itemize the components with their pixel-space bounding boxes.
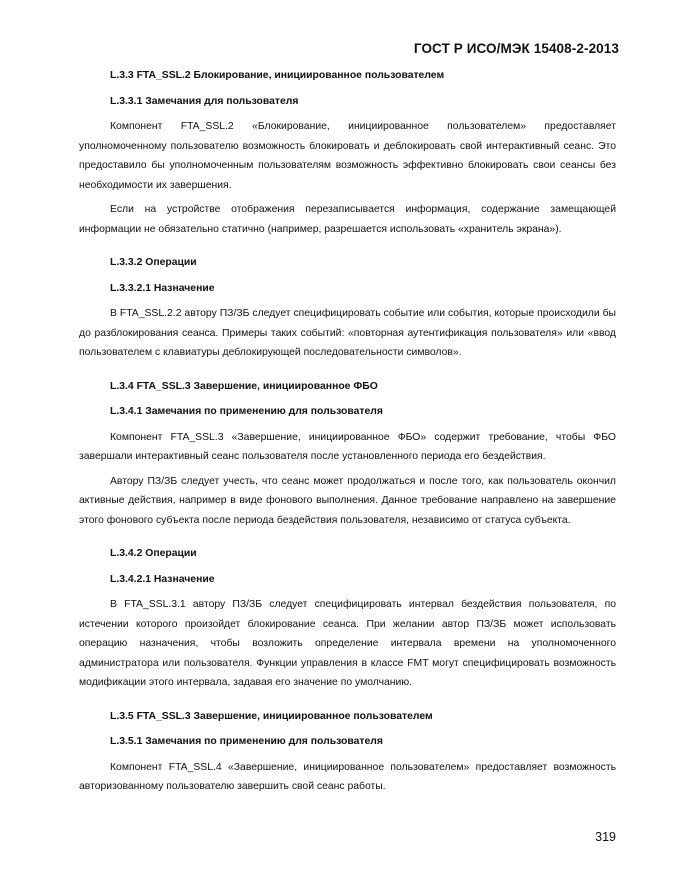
subsection-heading: L.3.4.1 Замечания по применению для пользователя: [110, 406, 383, 417]
subsection-heading: L.3.4.2 Операции: [110, 548, 197, 559]
paragraph: В FTA_SSL.3.1 автору ПЗ/ЗБ следует специфицировать интервал бездействия пользователя, по истечении которого произойдет блокирование сеанса. При желании автор ПЗ/ЗБ может использовать операцию назначения, чтобы возложить определение интервала времени на уполномоченного администратора или пользователя. Функции управления в классе FMT могут специфицировать возможность модификации этого интервала, задавая его значение по умолчанию.: [79, 599, 616, 688]
paragraph: Компонент FTA_SSL.2 «Блокирование, инициированное пользователем» предоставляет уполномоченному пользователю возможность блокировать и деблокировать свой интерактивный сеанс. Это предоставило бы уполномоченным пользователям возможность эффективно блокировать свои сеансы без необходимости их завершения.: [79, 121, 616, 191]
subsection-heading: L.3.5.1 Замечания по применению для пользователя: [110, 736, 383, 747]
subsection-heading: L.3.3.2.1 Назначение: [110, 282, 215, 294]
paragraph: В FTA_SSL.2.2 автору ПЗ/ЗБ следует специфицировать событие или события, которые происходили бы до разблокирования сеанса. Примеры таких событий: «повторная аутентификация пользователя» или «ввод пользователем с клавиатуры деблокирующей последовательности символов».: [79, 308, 616, 358]
paragraph: Если на устройстве отображения перезаписывается информация, содержание замещающей информации не обязательно статично (например, разрешается использовать «хранитель экрана»).: [79, 204, 616, 235]
paragraph: Компонент FTA_SSL.4 «Завершение, инициированное пользователем» предоставляет возможность авторизованному пользователю завершить свой сеанс работы.: [79, 761, 616, 792]
section-heading: L.3.5 FTA_SSL.3 Завершение, инициированное пользователем: [110, 710, 433, 722]
subsection-heading: L.3.3.2 Операции: [110, 257, 197, 268]
subsection-heading: L.3.3.1 Замечания для пользователя: [110, 95, 299, 107]
document-body: [79, 66, 616, 802]
paragraph: Компонент FTA_SSL.3 «Завершение, инициированное ФБО» содержит требование, чтобы ФБО завершали интерактивный сеанс пользователя после установленного периода его бездействия.: [79, 431, 616, 462]
section-heading: L.3.4 FTA_SSL.3 Завершение, инициированное ФБО: [110, 380, 378, 392]
paragraph: Автору ПЗ/ЗБ следует учесть, что сеанс может продолжаться и после того, как пользователь окончил активные действия, например в виде фонового выполнения. Данное требование направлено на завершение этого фонового субъекта после периода бездействия пользователя, независимо от статуса субъекта.: [79, 475, 616, 526]
standard-header: ГОСТ Р ИСО/МЭК 15408-2-2013: [413, 41, 619, 56]
page-number: 319: [595, 830, 616, 844]
section-heading: L.3.3 FTA_SSL.2 Блокирование, инициированное пользователем: [110, 70, 445, 81]
subsection-heading: L.3.4.2.1 Назначение: [110, 573, 215, 585]
